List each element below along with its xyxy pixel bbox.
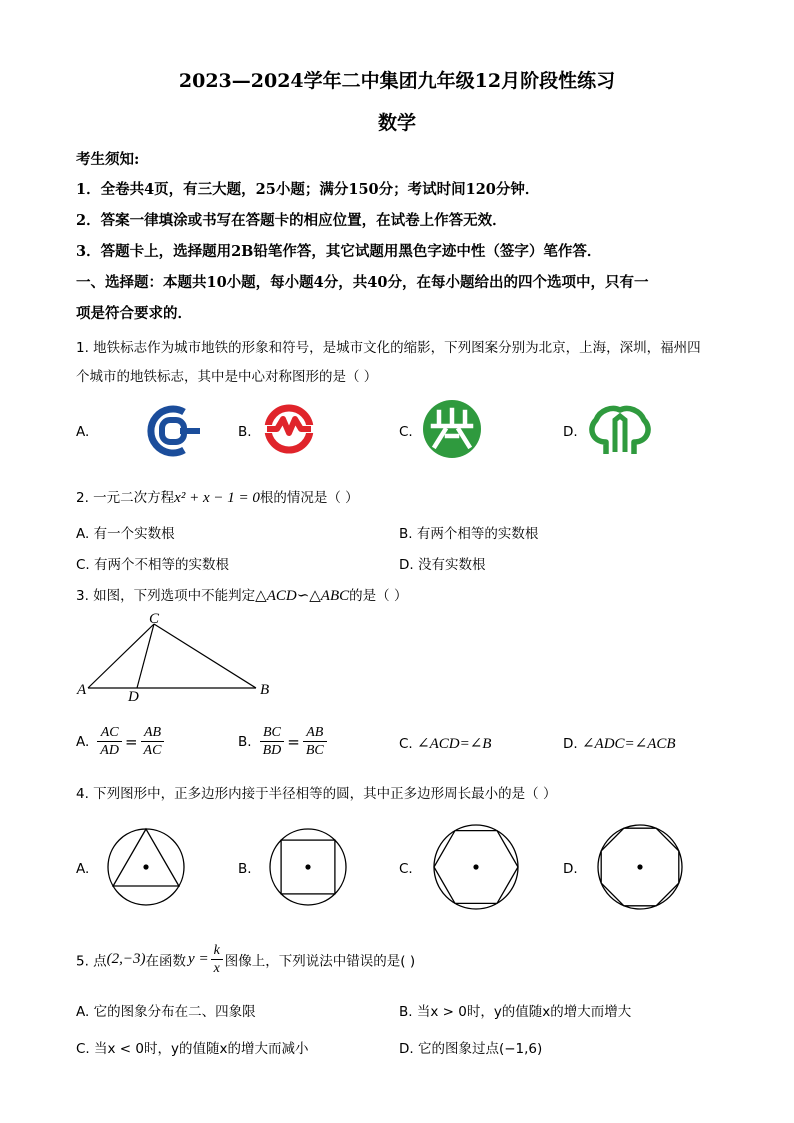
beijing-metro-logo [140,402,202,460]
section-heading-line1: 一、选择题：本题共10小题，每小题4分，共40分，在每小题给出的四个选项中，只有一 [76,274,649,291]
q4-option-b[interactable]: B. [238,861,252,877]
q3-option-c-label: C. [399,736,413,752]
q5-option-a[interactable]: A. 它的图象分布在二、四象限 [76,1004,256,1020]
q3-option-d-label: D. [563,736,578,752]
page-title: 2023—2024学年二中集团九年级12月阶段性练习 [178,70,616,92]
q1-option-a[interactable]: A. [76,424,90,440]
frac-numerator: AB [141,724,165,742]
q4-option-a[interactable]: A. [76,861,90,877]
q3-option-b-frac2 [303,724,327,759]
shanghai-metro-logo [263,403,315,455]
triangle-in-circle-figure [104,825,188,909]
q3-option-b-label: B. [238,733,252,750]
frac-denominator: AD [100,743,119,758]
q3-option-a-frac1 [97,724,122,759]
q3-label-c: C [149,611,160,627]
q3-suffix: 的是（ ） [349,588,408,604]
notice-item-2: 2．答案一律填涂或书写在答题卡的相应位置，在试卷上作答无效． [76,212,507,229]
shenzhen-metro-logo [423,400,481,458]
q4-stem: 4. 下列图形中，正多边形内接于半径相等的圆，其中正多边形周长最小的是（ ） [76,786,557,802]
notice-heading: 考生须知: [76,151,140,168]
q2-equation: x² + x − 1 = 0 [174,490,260,506]
q5-function-fraction [211,942,223,977]
q5-option-d[interactable]: D. 它的图象过点(−1,6) [399,1041,543,1057]
frac-denominator: BD [262,743,282,758]
frac-denominator: AC [143,743,162,758]
q3-option-c-text: ∠ACD=∠B [417,736,492,752]
frac-numerator: k [211,942,223,960]
q3-option-a[interactable] [76,724,164,759]
q2-option-d[interactable]: D. 没有实数根 [399,557,486,573]
q2-suffix: 根的情况是（ ） [259,490,359,506]
q3-option-d[interactable] [563,734,676,753]
equals-sign: = [124,732,138,751]
q1-option-b[interactable]: B. [238,424,252,440]
q3-option-d-text: ∠ADC=∠ACB [581,736,676,752]
q3-relation: △ACD∽△ABC [255,588,350,604]
q5-function-lhs: y = [188,951,209,967]
frac-denominator: BC [305,743,324,758]
q3-option-b[interactable] [238,724,327,759]
q5-stem [76,942,415,977]
frac-denominator: x [213,961,220,976]
q5-prefix: 5. 点 [76,953,107,970]
notice-item-3: 3．答题卡上，选择题用2B铅笔作答，其它试题用黑色字迹中性（签字）笔作答． [76,243,602,260]
hexagon-in-circle-figure [432,823,520,911]
q3-option-a-label: A. [76,733,90,750]
q3-prefix: 3. 如图，下列选项中不能判定 [76,588,256,604]
q3-option-c[interactable] [399,734,491,753]
q5-suffix: 图像上，下列说法中错误的是( ) [224,953,416,970]
q5-option-b[interactable]: B. 当x > 0时，y的值随x的增大而增大 [399,1004,632,1020]
q5-mid: 在函数 [145,953,187,970]
notice-item-1: 1．全卷共4页，有三大题，25小题；满分150分；考试时间120分钟． [76,181,540,198]
q3-stem [76,584,407,605]
q3-label-b: B [260,682,270,698]
section-heading-line2: 项是符合要求的． [76,305,192,322]
fuzhou-metro-logo [586,402,654,456]
subject-title: 数学 [377,112,416,134]
frac-numerator: AC [97,724,122,742]
q5-point: (2,−3) [106,951,146,967]
q3-option-b-frac1 [260,724,285,759]
q3-label-a: A [77,682,87,698]
q2-prefix: 2. 一元二次方程 [76,490,175,506]
q3-triangle-figure [76,612,276,704]
q1-option-d[interactable]: D. [563,424,578,440]
q1-option-c[interactable]: C. [399,424,413,440]
frac-numerator: BC [260,724,285,742]
q4-option-c[interactable]: C. [399,861,413,877]
square-in-circle-figure [266,825,350,909]
q3-option-a-frac2 [141,724,165,759]
octagon-in-circle-figure [596,823,684,911]
equals-sign: = [287,732,300,751]
q4-option-d[interactable]: D. [563,861,578,877]
q2-stem [76,486,359,507]
q5-option-c[interactable]: C. 当x < 0时，y的值随x的增大而减小 [76,1041,309,1057]
q2-option-b[interactable]: B. 有两个相等的实数根 [399,526,539,542]
q2-option-a[interactable]: A. 有一个实数根 [76,526,175,542]
q2-option-c[interactable]: C. 有两个不相等的实数根 [76,557,230,573]
q1-text-line2: 个城市的地铁标志，其中是中心对称图形的是（ ） [76,369,378,385]
q1-text-line1: 1. 地铁标志作为城市地铁的形象和符号，是城市文化的缩影，下列图案分别为北京，上海，深圳，福州四 [76,340,701,356]
frac-numerator: AB [303,724,327,742]
q3-label-d: D [128,689,139,705]
